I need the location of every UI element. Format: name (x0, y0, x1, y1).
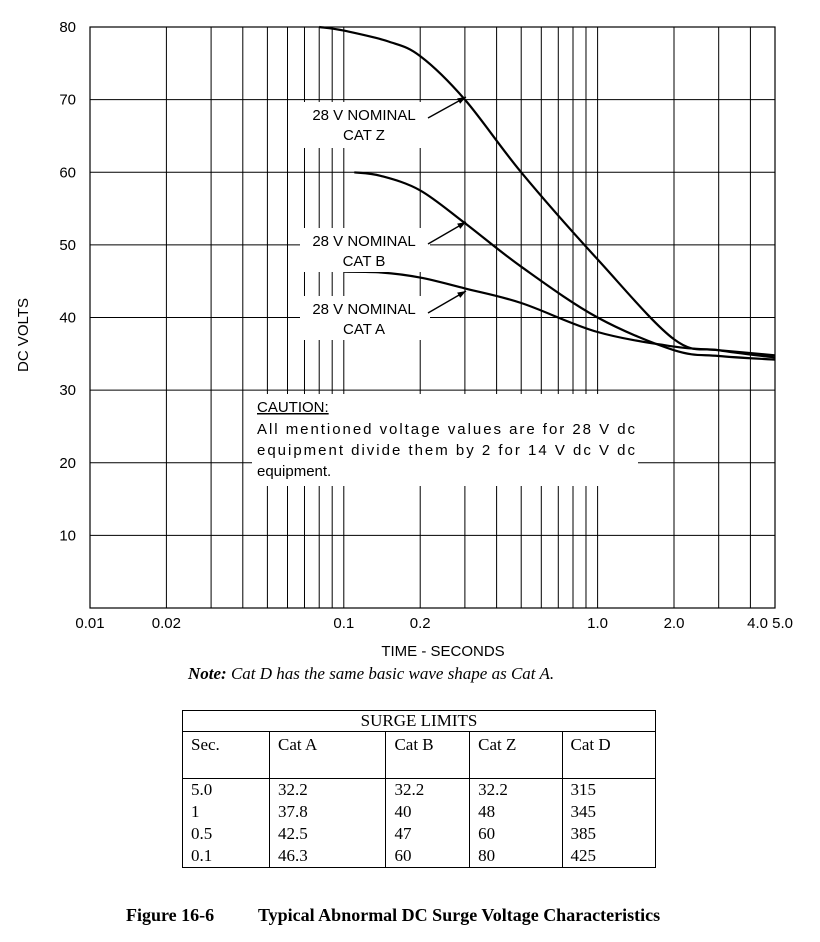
annotation-label-a-line1: 28 V NOMINAL (312, 301, 416, 318)
annotation-label-z-line1: 28 V NOMINAL (312, 107, 416, 124)
figure-number: Figure 16-6 (126, 905, 215, 925)
table-cell: 425 (562, 845, 656, 868)
x-axis-label: TIME - SECONDS (381, 643, 505, 660)
surge-limits-table (182, 710, 656, 868)
table-cell: 32.2 (270, 779, 386, 802)
table-row (183, 845, 656, 868)
note-bold: Note: (188, 664, 227, 683)
chart-note (188, 664, 554, 684)
table-cell: 42.5 (270, 823, 386, 845)
annotation-label-z-line2: CAT Z (343, 127, 385, 144)
table-header-row (183, 732, 656, 779)
figure-caption (126, 905, 660, 926)
table-title: SURGE LIMITS (183, 711, 656, 732)
caution-line: equipment divide them by 2 for 14 V dc V dc (257, 442, 635, 459)
table-row (183, 823, 656, 845)
table-cell: 345 (562, 801, 656, 823)
x-tick-label: 0.1 (333, 615, 355, 632)
table-cell: 47 (386, 823, 470, 845)
chart-annotations (252, 97, 638, 486)
table-row (183, 801, 656, 823)
y-tick-label: 40 (59, 309, 76, 327)
table-cell: 1 (183, 801, 270, 823)
table-cell: 40 (386, 801, 470, 823)
table-cell: 0.1 (183, 845, 270, 868)
table-cell: 385 (562, 823, 656, 845)
table-cell: 315 (562, 779, 656, 802)
y-tick-label: 50 (59, 236, 76, 254)
x-tick-label: 0.02 (151, 615, 182, 632)
table-header-cell: Cat B (386, 732, 470, 779)
table-body (183, 779, 656, 868)
annotation-label-b-line2: CAT B (342, 253, 386, 270)
table-cell: 32.2 (470, 779, 562, 802)
annotation-label-b-line1: 28 V NOMINAL (312, 233, 416, 250)
caution-line: All mentioned voltage values are for 28 V dc (257, 421, 635, 438)
y-tick-label: 30 (59, 382, 76, 400)
x-tick-label: 2.0 (663, 615, 685, 632)
table-header-cell: Cat A (270, 732, 386, 779)
y-tick-label: 70 (59, 91, 76, 109)
y-tick-label: 10 (59, 527, 76, 545)
table-cell: 37.8 (270, 801, 386, 823)
table-cell: 60 (386, 845, 470, 868)
x-tick-label: 0.01 (75, 615, 105, 632)
x-tick-label: 1.0 (587, 615, 609, 632)
chart-grid (90, 27, 775, 608)
x-tick-label: 4.0 5.0 (747, 615, 793, 632)
table-header-cell: Sec. (183, 732, 270, 779)
note-text: Cat D has the same basic wave shape as Cat A. (226, 664, 555, 683)
figure-title: Typical Abnormal DC Surge Voltage Characteristics (258, 905, 661, 925)
table-cell: 48 (470, 801, 562, 823)
y-tick-label: 60 (59, 164, 76, 182)
table-cell: 5.0 (183, 779, 270, 802)
table-cell: 32.2 (386, 779, 470, 802)
caution-line: equipment. (257, 463, 332, 480)
table-row (183, 779, 656, 802)
table-cell: 46.3 (270, 845, 386, 868)
table-header-cell: Cat D (562, 732, 656, 779)
table-cell: 80 (470, 845, 562, 868)
y-tick-label: 80 (59, 19, 76, 36)
y-axis-label: DC VOLTS (15, 298, 32, 372)
caution-title: CAUTION: (257, 399, 329, 416)
table-cell: 60 (470, 823, 562, 845)
y-tick-label: 20 (59, 454, 76, 472)
table-header-cell: Cat Z (470, 732, 562, 779)
table-cell: 0.5 (183, 823, 270, 845)
annotation-label-a-line2: CAT A (343, 321, 385, 338)
x-tick-label: 0.2 (409, 615, 431, 632)
